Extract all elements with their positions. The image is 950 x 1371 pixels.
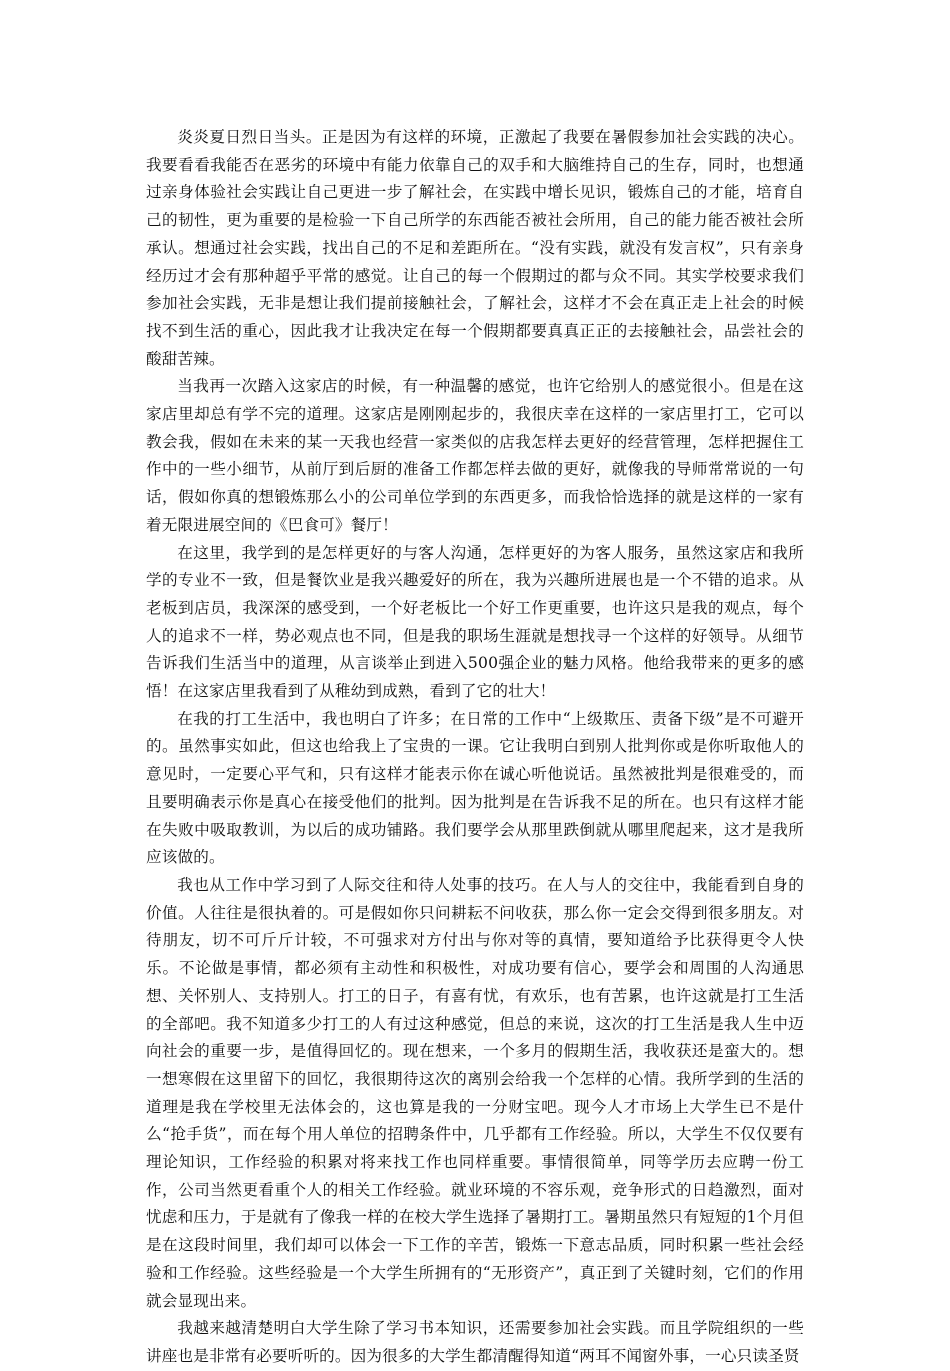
paragraph-6: 我越来越清楚明白大学生除了学习书本知识，还需要参加社会实践。而且学院组织的一些讲座也是非常有必要听听的。因为很多的大学生都清醒得知道“两耳不闻窗外事，一心只读圣贤 xyxy=(146,1319,804,1365)
paragraph-1: 炎炎夏日烈日当头。正是因为有这样的环境，正激起了我要在暑假参加社会实践的决心。我要看看我能否在恶劣的环境中有能力依靠自己的双手和大脑维持自己的生存，同时，也想通过亲身体验社会实践让自己更进一步了解社会，在实践中增长见识，锻炼自己的才能，培育自己的韧性，更为重要的是检验一下自己所学的东西能否被社会所用，自己的能力能否被社会所承认。想通过社会实践，找出自己的不足和差距所在。“没有实践，就没有发言权”，只有亲身经历过才会有那种超乎平常的感觉。让自己的每一个假期过的都与众不同。其实学校要求我们参加社会实践，无非是想让我们提前接触社会，了解社会，这样才不会在真正走上社会的时候找不到生活的重心，因此我才让我决定在每一个假期都要真真正正的去接触社会，品尝社会的酸甜苦辣。 xyxy=(146,128,804,368)
paragraph-5: 我也从工作中学习到了人际交往和待人处事的技巧。在人与人的交往中，我能看到自身的价值。人往往是很执着的。可是假如你只问耕耘不问收获，那么你一定会交得到很多朋友。对待朋友，切不可斤斤计较，不可强求对方付出与你对等的真情，要知道给予比获得更令人快乐。不论做是事情，都必须有主动性和积极性，对成功要有信心，要学会和周围的人沟通思想、关怀别人、支持别人。打工的日子，有喜有忧，有欢乐，也有苦累，也许这就是打工生活的全部吧。我不知道多少打工的人有过这种感觉，但总的来说，这次的打工生活是我人生中迈向社会的重要一步，是值得回忆的。现在想来，一个多月的假期生活，我收获还是蛮大的。想一想寒假在这里留下的回忆，我很期待这次的离别会给我一个怎样的心情。我所学到的生活的道理是我在学校里无法体会的，这也算是我的一分财宝吧。现今人才市场上大学生已不是什么“抢手货”，而在每个用人单位的招聘条件中，几乎都有工作经验。所以，大学生不仅仅要有理论知识，工作经验的积累对将来找工作也同样重要。事情很简单，同等学历去应聘一份工作，公司当然更看重个人的相关工作经验。就业环境的不容乐观，竞争形式的日趋激烈，面对忧虑和压力，于是就有了像我一样的在校大学生选择了暑期打工。暑期虽然只有短短的1个月但是在这段时间里，我们却可以体会一下工作的辛苦，锻炼一下意志品质，同时积累一些社会经验和工作经验。这些经验是一个大学生所拥有的“无形资产”，真正到了关键时刻，它们的作用就会显现出来。 xyxy=(146,875,804,1310)
paragraph-4: 在我的打工生活中，我也明白了许多；在日常的工作中“上级欺压、责备下级”是不可避开的。虽然事实如此，但这也给我上了宝贵的一课。它让我明白到别人批判你或是你听取他人的意见时，一定要心平气和，只有这样才能表示你在诚心听他说话。虽然被批判是很难受的，而且要明确表示你是真心在接受他们的批判。因为批判是在告诉我不足的所在。也只有这样才能在失败中吸取教训，为以后的成功铺路。我们要学会从那里跌倒就从哪里爬起来，这才是我所应该做的。 xyxy=(146,709,804,867)
paragraph-2: 当我再一次踏入这家店的时候，有一种温馨的感觉，也许它给别人的感觉很小。但是在这家店里却总有学不完的道理。这家店是刚刚起步的，我很庆幸在这样的一家店里打工，它可以教会我，假如在未来的某一天我也经营一家类似的店我怎样去更好的经营管理，怎样把握住工作中的一些小细节，从前厅到后厨的准备工作都怎样去做的更好，就像我的导师常常说的一句话，假如你真的想锻炼那么小的公司单位学到的东西更多，而我恰恰选择的就是这样的一家有着无限进展空间的《巴食可》餐厅！ xyxy=(146,377,804,534)
document-body xyxy=(146,124,804,1371)
paragraph-3: 在这里，我学到的是怎样更好的与客人沟通，怎样更好的为客人服务，虽然这家店和我所学的专业不一致，但是餐饮业是我兴趣爱好的所在，我为兴趣所进展也是一个不错的追求。从老板到店员，我深深的感受到，一个好老板比一个好工作更重要，也许这只是我的观点，每个人的追求不一样，势必观点也不同，但是我的职场生涯就是想找寻一个这样的好领导。从细节告诉我们生活当中的道理，从言谈举止到进入500强企业的魅力风格。他给我带来的更多的感悟！在这家店里我看到了从稚幼到成熟，看到了它的壮大！ xyxy=(146,543,804,701)
